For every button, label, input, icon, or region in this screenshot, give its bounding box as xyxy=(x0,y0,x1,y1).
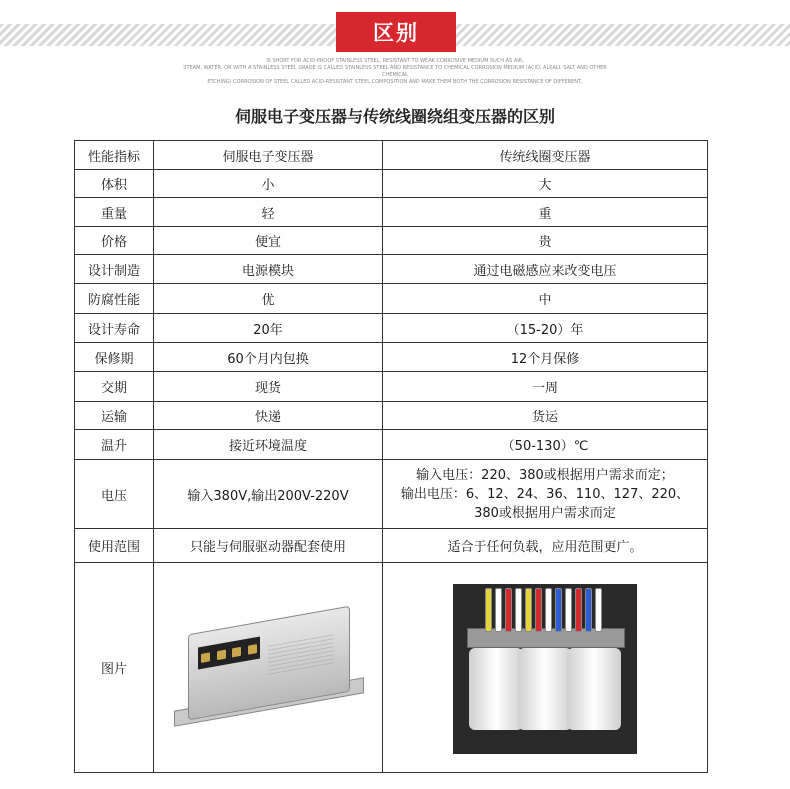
value-cell: 接近环境温度 xyxy=(154,430,383,460)
servo-transformer-image xyxy=(154,563,383,773)
comparison-table xyxy=(74,140,708,773)
lead-wire xyxy=(565,588,572,632)
value-cell: 现货 xyxy=(154,372,383,402)
value-cell: 通过电磁感应来改变电压 xyxy=(383,255,708,284)
row-label-cell: 使用范围 xyxy=(75,529,154,563)
value-cell: 60个月内包换 xyxy=(154,343,383,372)
voltage-input-line: 输入电压：220、380或根据用户需求而定； xyxy=(416,467,674,483)
table-row-picture xyxy=(75,563,708,773)
table-row xyxy=(75,284,708,314)
lead-wire xyxy=(495,588,502,632)
value-cell: 一周 xyxy=(383,372,708,402)
lead-wire xyxy=(545,588,552,632)
value-cell-multiline xyxy=(383,460,708,529)
value-cell: 轻 xyxy=(154,198,383,227)
row-label-cell: 电压 xyxy=(75,460,154,529)
lead-wire xyxy=(555,588,562,632)
desc-line-1: IS SHORT FOR ACID-PROOF STAINLESS STEEL, RESISTANT TO WEAK CORROSIVE MEDIUM SUCH AS AIR, xyxy=(266,58,524,64)
value-cell: 电源模块 xyxy=(154,255,383,284)
row-label-cell: 保修期 xyxy=(75,343,154,372)
lead-wire xyxy=(525,588,532,632)
value-cell: 20年 xyxy=(154,314,383,343)
coil-right xyxy=(567,648,621,730)
row-label-cell: 重量 xyxy=(75,198,154,227)
table-row xyxy=(75,430,708,460)
lead-wire xyxy=(595,588,602,632)
coil-transformer-drawing xyxy=(445,574,645,762)
row-label-cell: 价格 xyxy=(75,227,154,255)
row-label-cell: 图片 xyxy=(75,563,154,773)
header-cell: 性能指标 xyxy=(75,141,154,170)
table-row xyxy=(75,402,708,430)
row-label-cell: 温升 xyxy=(75,430,154,460)
value-cell: 12个月保修 xyxy=(383,343,708,372)
coil-middle xyxy=(518,648,572,730)
row-label-cell: 设计制造 xyxy=(75,255,154,284)
lead-wire xyxy=(535,588,542,632)
row-label-cell: 防腐性能 xyxy=(75,284,154,314)
value-cell: 优 xyxy=(154,284,383,314)
voltage-output-line: 输出电压：6、12、24、36、110、127、220、 xyxy=(400,486,690,502)
coil-transformer-image xyxy=(383,563,708,773)
row-label-cell: 体积 xyxy=(75,170,154,198)
header-description xyxy=(170,58,620,86)
table-row-voltage xyxy=(75,460,708,529)
lead-wire xyxy=(485,588,492,632)
table-header-row xyxy=(75,141,708,170)
row-label-cell: 交期 xyxy=(75,372,154,402)
lead-wire xyxy=(505,588,512,632)
table-row xyxy=(75,343,708,372)
table-row xyxy=(75,198,708,227)
lead-wire xyxy=(515,588,522,632)
value-cell: 贵 xyxy=(383,227,708,255)
table-row xyxy=(75,170,708,198)
value-cell: 只能与伺服驱动器配套使用 xyxy=(154,529,383,563)
value-cell: 货运 xyxy=(383,402,708,430)
header-cell: 伺服电子变压器 xyxy=(154,141,383,170)
desc-line-2: STEAM, WATER, OR WITH A STAINLESS STEEL GRADE IS CALLED STAINLESS STEEL AND RESISTANCE TO CHEMICAL CORROSION MEDIUM (ACID, ALKALI, SALT AND OTHER CHEMICAL xyxy=(183,65,607,78)
value-cell: 便宜 xyxy=(154,227,383,255)
table-row xyxy=(75,372,708,402)
table-row xyxy=(75,255,708,284)
section-badge: 区别 xyxy=(336,12,456,52)
lead-wire xyxy=(585,588,592,632)
value-cell: 小 xyxy=(154,170,383,198)
table-row xyxy=(75,227,708,255)
lead-wire xyxy=(575,588,582,632)
desc-line-3: ETCHING) CORROSION OF STEEL CALLED ACID-RESISTANT STEEL.COMPOSITION AND MAKE THEM BOTH THE CORROSION RESISTANCE OF DIFFERENT, xyxy=(207,79,583,85)
header-cell: 传统线圈变压器 xyxy=(383,141,708,170)
table-row-scope xyxy=(75,529,708,563)
value-cell: 中 xyxy=(383,284,708,314)
voltage-output-line-cont: 380或根据用户需求而定 xyxy=(474,505,616,521)
servo-transformer-drawing xyxy=(168,598,368,738)
row-label-cell: 运输 xyxy=(75,402,154,430)
value-cell: （50-130）℃ xyxy=(383,430,708,460)
coil-left xyxy=(469,648,523,730)
value-cell: 输入380V,输出200V-220V xyxy=(154,460,383,529)
value-cell: （15-20）年 xyxy=(383,314,708,343)
value-cell: 大 xyxy=(383,170,708,198)
table-row xyxy=(75,314,708,343)
value-cell: 重 xyxy=(383,198,708,227)
page-title: 伺服电子变压器与传统线圈绕组变压器的区别 xyxy=(234,107,555,126)
value-cell: 快递 xyxy=(154,402,383,430)
row-label-cell: 设计寿命 xyxy=(75,314,154,343)
value-cell: 适合于任何负载，应用范围更广。 xyxy=(383,529,708,563)
